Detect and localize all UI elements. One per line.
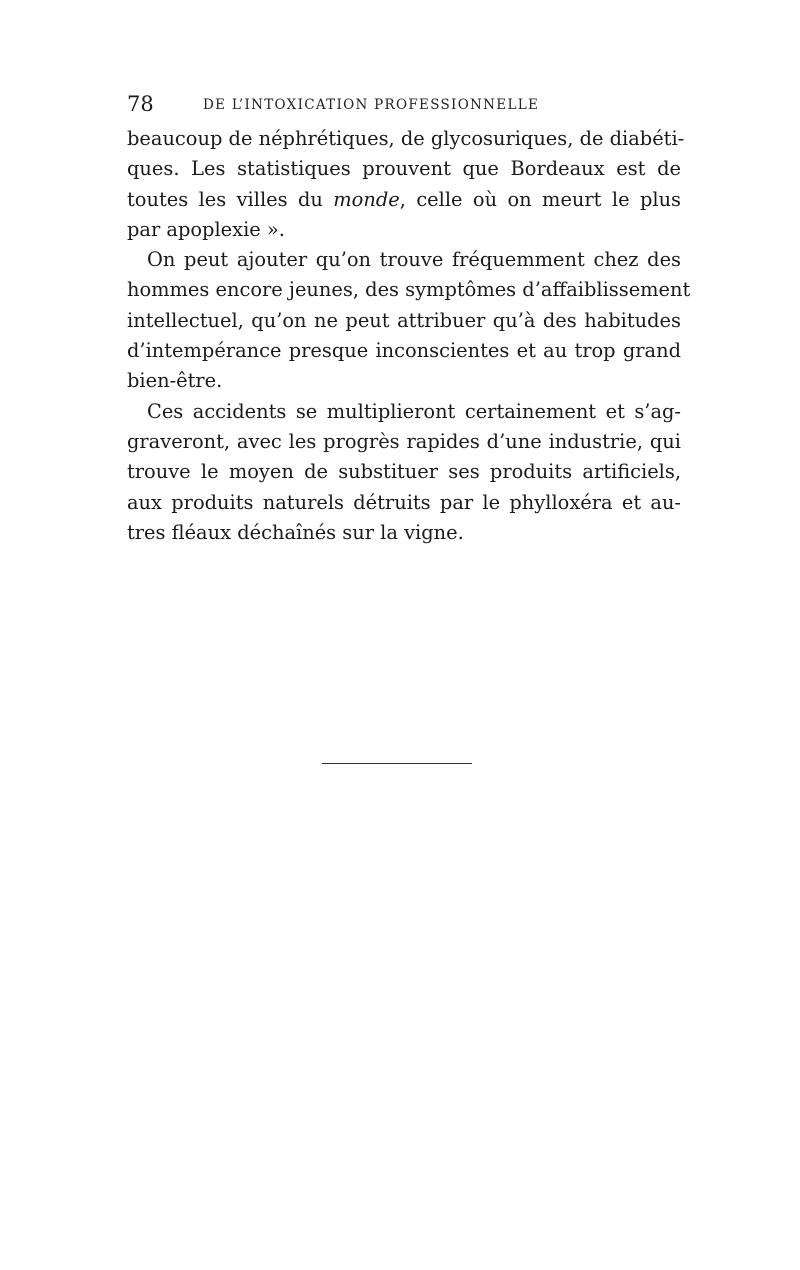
text-line: beaucoup de néphrétiques, de glycosuriques, de diabéti-: [127, 127, 685, 150]
text-line: bien-être.: [127, 369, 223, 393]
page-header: [127, 90, 687, 118]
text-line: hommes encore jeunes, des symptômes d’affaiblissement: [127, 278, 691, 302]
page-number: 78: [127, 92, 154, 116]
text-line: On peut ajouter qu’on trouve fréquemment chez des: [147, 248, 681, 272]
text-line: aux produits naturels détruits par le phylloxéra et au-: [127, 490, 681, 514]
section-end-rule: [322, 763, 472, 764]
text-fragment: , celle où on meurt le plus: [399, 187, 682, 211]
body-text: [127, 124, 691, 548]
text-line: ques. Les statistiques prouvent que Bordeaux est de: [127, 157, 681, 181]
italic-word: monde: [333, 187, 400, 211]
running-head: DE L’INTOXICATION PROFESSIONNELLE: [203, 97, 540, 113]
paragraph: [127, 124, 685, 245]
text-line: tres fléaux déchaînés sur la vigne.: [127, 520, 464, 544]
paragraph: [127, 245, 691, 396]
text-line: graveront, avec les progrès rapides d’une industrie, qui: [127, 429, 681, 453]
text-line: trouve le moyen de substituer ses produits artificiels,: [127, 460, 681, 484]
text-fragment: toutes les villes du: [127, 187, 334, 211]
text-line: Ces accidents se multiplieront certainement et s’ag-: [147, 399, 681, 423]
text-line: d’intempérance presque inconscientes et au trop grand: [127, 339, 681, 363]
paragraph: [127, 397, 681, 548]
text-line: [127, 185, 681, 215]
text-line: intellectuel, qu’on ne peut attribuer qu’à des habitudes: [127, 308, 681, 332]
text-line: par apoplexie ».: [127, 217, 285, 241]
